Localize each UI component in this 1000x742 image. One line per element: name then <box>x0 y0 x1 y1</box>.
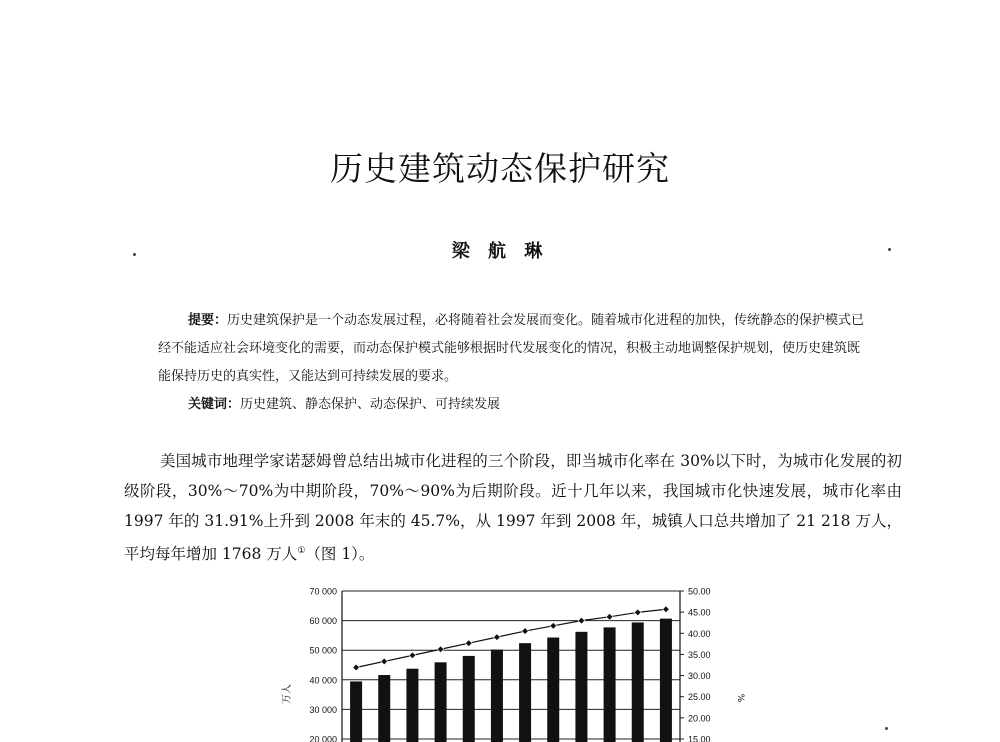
body-paragraph-text: 美国城市地理学家诺瑟姆曾总结出城市化进程的三个阶段，即当城市化率在 30%以下时，为城市化发展的初级阶段，30%～70%为中期阶段，70%～90%为后期阶段。近十几年以来，我国城市化快速发展，城市化率由 1997 年的 31.91%上升到 2008 年末的 45.7%，从 1997 年到 2008 年，城镇人口总共增加了 21 218 万人，平均每年增加 1768 万人 <box>124 452 902 564</box>
y-tick-label: 40 000 <box>309 675 337 686</box>
body-text <box>124 446 902 569</box>
line-point <box>663 606 670 613</box>
line-point <box>494 634 501 641</box>
y2-tick-label: 40.00 <box>688 628 711 639</box>
bar <box>463 656 475 742</box>
abstract-label: 提要： <box>188 313 228 328</box>
y2-axis-title: % <box>735 693 745 703</box>
body-paragraph-end: （图 1）。 <box>305 545 375 564</box>
y-tick-label: 30 000 <box>309 704 337 715</box>
y-tick-label: 60 000 <box>309 616 337 627</box>
line-point <box>437 646 444 653</box>
body-paragraph <box>124 446 902 569</box>
y2-tick-label: 20.00 <box>688 713 711 724</box>
keywords-paragraph <box>158 391 870 419</box>
line-point <box>606 613 613 620</box>
bar <box>660 619 672 742</box>
urbanization-chart <box>272 576 752 742</box>
series-line <box>356 609 666 667</box>
bar <box>519 643 531 742</box>
scan-speck <box>885 727 888 730</box>
line-point <box>465 640 472 647</box>
bar <box>604 627 616 742</box>
bar <box>491 650 503 742</box>
footnote-marker: ① <box>297 546 306 556</box>
bar <box>378 675 390 742</box>
line-point <box>409 652 416 659</box>
abstract-paragraph <box>158 307 870 391</box>
scan-speck <box>888 248 891 251</box>
bar <box>632 622 644 742</box>
keywords-text: 历史建筑、静态保护、动态保护、可持续发展 <box>240 397 501 412</box>
y-tick-label: 70 000 <box>309 586 337 597</box>
bar <box>575 632 587 742</box>
y2-tick-label: 25.00 <box>688 692 711 703</box>
line-point <box>634 609 641 616</box>
y2-tick-label: 35.00 <box>688 649 711 660</box>
line-point <box>353 664 360 671</box>
scan-speck <box>133 253 136 256</box>
bar <box>435 662 447 742</box>
y2-tick-label: 30.00 <box>688 671 711 682</box>
paper-author: 梁 航 琳 <box>451 241 549 262</box>
bar <box>406 669 418 742</box>
bar <box>547 638 559 742</box>
bar <box>350 681 362 742</box>
y2-tick-label: 50.00 <box>688 586 711 597</box>
keywords-label: 关键词： <box>188 397 241 412</box>
y-tick-label: 50 000 <box>309 645 337 656</box>
line-point <box>578 617 585 624</box>
line-point <box>522 628 529 635</box>
paper-title: 历史建筑动态保护研究 <box>330 149 670 188</box>
y2-tick-label: 15.00 <box>688 734 711 742</box>
abstract-block <box>158 307 870 419</box>
abstract-text: 历史建筑保护是一个动态发展过程，必将随着社会发展而变化。随着城市化进程的加快，传统静态的保护模式已经不能适应社会环境变化的需要，而动态保护模式能够根据时代发展变化的情况，积极主动地调整保护规划，使历史建筑既能保持历史的真实性，又能达到可持续发展的要求。 <box>158 313 865 384</box>
y2-tick-label: 45.00 <box>688 607 711 618</box>
y-axis-title: 万人 <box>282 684 293 704</box>
y-tick-label: 20 000 <box>309 734 337 742</box>
line-point <box>381 658 388 665</box>
line-point <box>550 622 557 629</box>
